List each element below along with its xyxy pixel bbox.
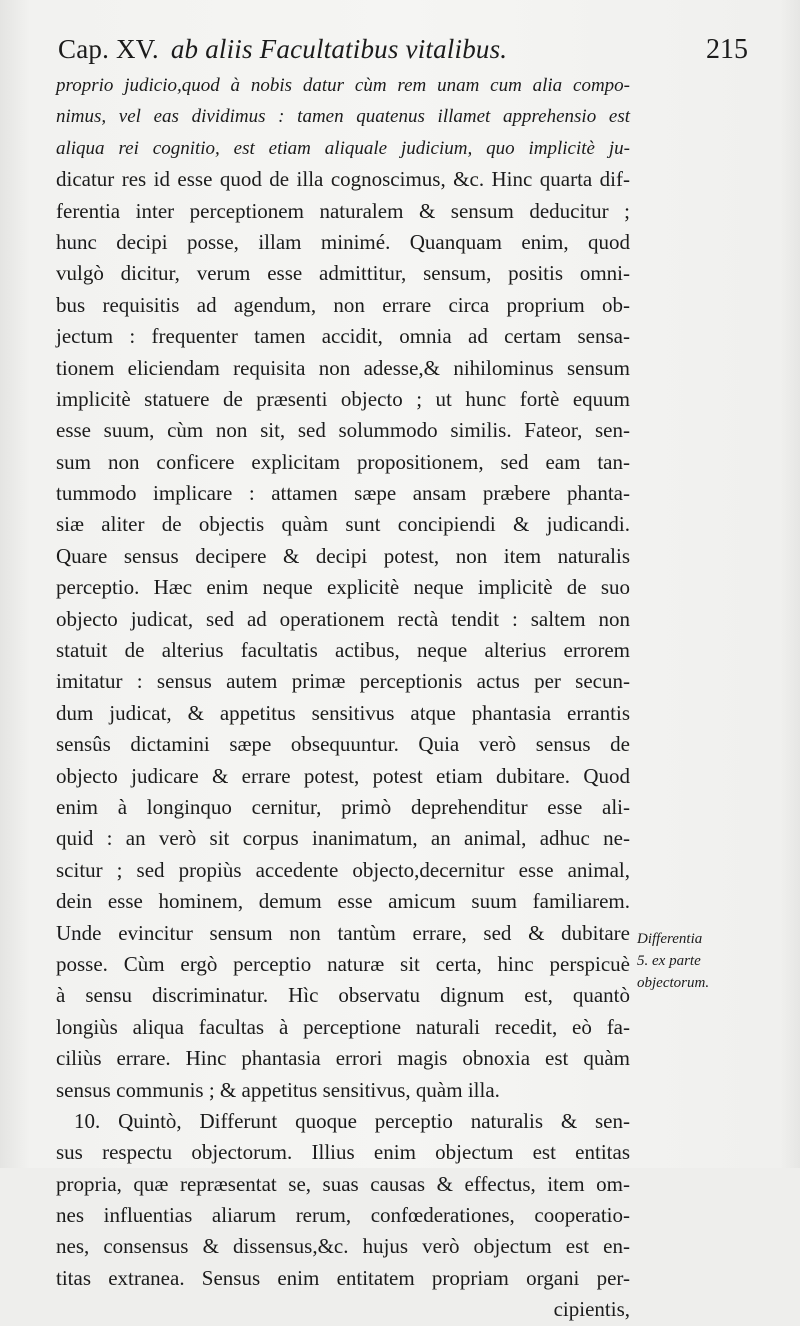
text-line: dicatur res id esse quod de illa cognoscimus, &c. Hinc quarta dif- — [56, 167, 630, 192]
catchword-line: cipientis, — [553, 1297, 630, 1322]
text-line: tionem eliciendam requisita non adesse,& nihilominus sensum — [56, 355, 630, 380]
text-line: implicitè statuere de præsenti objecto ; ut hunc fortè equum — [56, 386, 630, 411]
page-header — [58, 34, 748, 74]
text-line: jectum : frequenter tamen accidit, omnia ad certam sensa- — [56, 324, 630, 349]
running-title: ab aliis Facultatibus vitalibus. — [170, 34, 508, 64]
text-line: esse suum, cùm non sit, sed solummodo similis. Fateor, sen- — [56, 418, 630, 443]
text-line: statuit de alterius facultatis actibus, neque alterius errorem — [56, 638, 630, 663]
text-line: objecto judicat, sed ad operationem rectà tendit : saltem non — [56, 606, 630, 631]
text-line: quid : an verò sit corpus inanimatum, an animal, adhuc ne- — [56, 826, 630, 851]
text-line: perceptio. Hæc enim neque explicitè neque implicitè de suo — [56, 575, 630, 600]
text-line: à sensu discriminatur. Hìc observatu dignum est, quantò — [56, 983, 630, 1008]
marginal-note — [637, 928, 767, 994]
text-line: dum judicat, & appetitus sensitivus atque phantasia errantis — [56, 700, 630, 725]
text-line: ferentia inter perceptionem naturalem & sensum deducitur ; — [56, 198, 630, 223]
text-line: aliqua rei cognitio, est etiam aliquale judicium, quo implicitè ju- — [56, 137, 630, 159]
text-line: bus requisitis ad agendum, non errare circa proprium ob- — [56, 292, 630, 317]
text-line: vulgò dicitur, verum esse admittitur, sensum, positis omni- — [56, 261, 630, 286]
text-line: sensus communis ; & appetitus sensitivus, quàm illa. — [56, 1077, 500, 1102]
text-line: sus respectu objectorum. Illius enim objectum est entitas — [56, 1140, 630, 1165]
text-line: nes influentias aliarum rerum, confœderationes, cooperatio- — [56, 1203, 630, 1228]
text-line: Unde evincitur sensum non tantùm errare, sed & dubitare — [56, 920, 630, 945]
text-line: enim à longinquo cernitur, primò deprehenditur esse ali- — [56, 794, 630, 819]
text-line: nimus, vel eas dividimus : tamen quatenus illamet apprehensio est — [56, 106, 630, 128]
text-line: siæ aliter de objectis quàm sunt concipiendi & judicandi. — [56, 512, 630, 537]
text-line: dein esse hominem, demum esse amicum suum familiarem. — [56, 889, 630, 914]
body-text — [56, 70, 630, 1326]
text-line: Quare sensus decipere & decipi potest, non item naturalis — [56, 543, 630, 568]
marginal-note-line: Differentia — [637, 931, 703, 947]
chapter-label: Cap. XV. — [58, 34, 159, 64]
page-number: 215 — [706, 34, 748, 65]
text-line: propria, quæ repræsentat se, suas causas & effectus, item om- — [56, 1171, 630, 1196]
text-line: imitatur : sensus autem primæ perceptionis actus per secun- — [56, 669, 630, 694]
text-line: sum non conficere explicitam propositionem, sed eam tan- — [56, 449, 630, 474]
text-line: longiùs aliqua facultas à perceptione naturali recedit, eò fa- — [56, 1014, 630, 1039]
paragraph-start-line: 10. Quintò, Differunt quoque perceptio naturalis & sen- — [74, 1108, 630, 1133]
marginal-note-line: 5. ex parte — [637, 953, 701, 969]
text-line: proprio judicio,quod à nobis datur cùm rem unam cum alia compo- — [56, 75, 630, 96]
text-line: hunc decipi posse, illam minimé. Quanquam enim, quod — [56, 229, 630, 254]
text-line: ciliùs errare. Hinc phantasia errori magis obnoxia est quàm — [56, 1046, 630, 1071]
text-line: titas extranea. Sensus enim entitatem propriam organi per- — [56, 1265, 630, 1290]
text-line: scitur ; sed propiùs accedente objecto,decernitur esse animal, — [56, 857, 630, 882]
running-head — [58, 34, 507, 65]
text-line: sensûs dictamini sæpe obsequuntur. Quia verò sensus de — [56, 732, 630, 757]
marginal-note-line: objectorum. — [637, 975, 710, 991]
text-line: objecto judicare & errare potest, potest etiam dubitare. Quod — [56, 763, 630, 788]
text-line: nes, consensus & dissensus,&c. hujus verò objectum est en- — [56, 1234, 630, 1259]
text-line: tummodo implicare : attamen sæpe ansam præbere phanta- — [56, 481, 630, 506]
text-line: posse. Cùm ergò perceptio naturæ sit certa, hinc perspicuè — [56, 951, 630, 976]
